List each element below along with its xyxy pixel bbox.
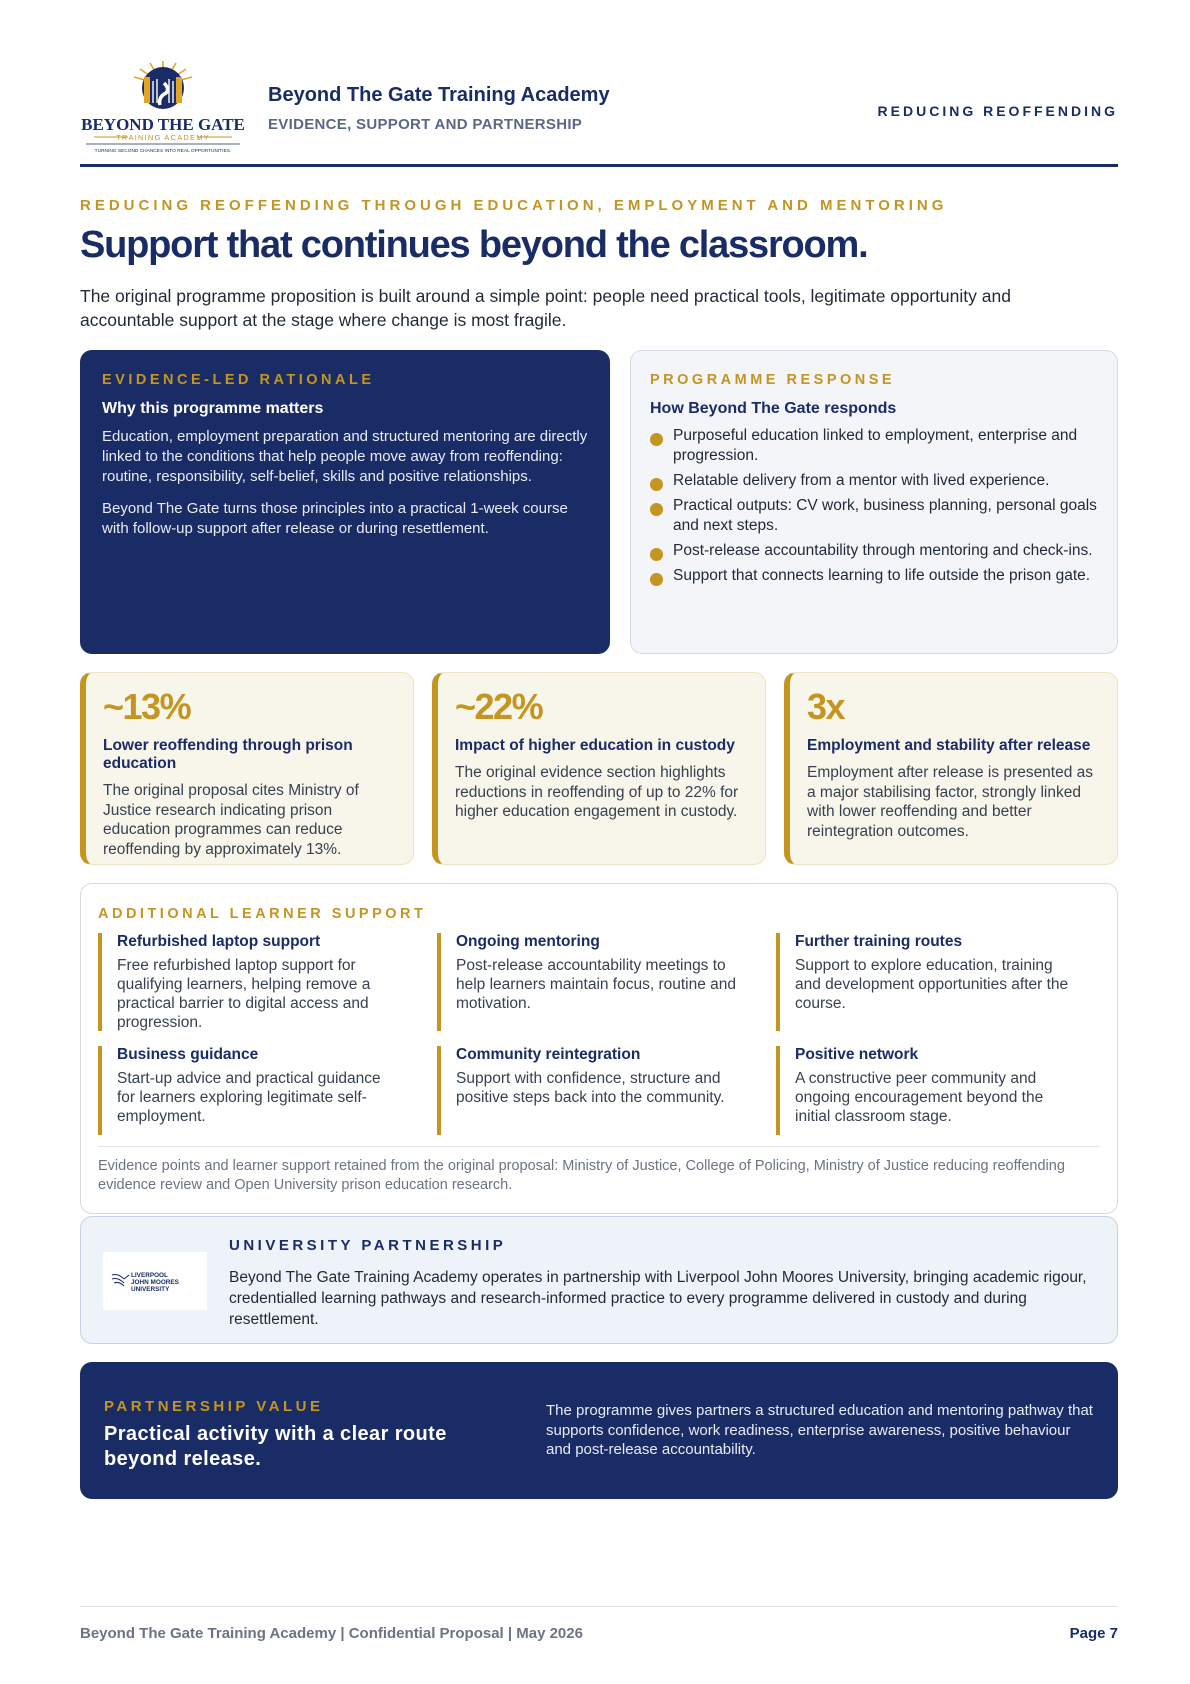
org-tagline: EVIDENCE, SUPPORT AND PARTNERSHIP xyxy=(268,116,583,133)
list-item-text: Relatable delivery from a mentor with lived experience. xyxy=(673,472,1050,489)
support-label: ADDITIONAL LEARNER SUPPORT xyxy=(98,906,427,922)
intro-text: The original programme proposition is built around a simple point: people need practical tools, legitimate opportunity and accountable support at the stage where change is most fragile. xyxy=(80,286,1011,330)
support-item xyxy=(776,1046,1076,1135)
value-label: PARTNERSHIP VALUE xyxy=(104,1398,324,1415)
list-item-text: Practical outputs: CV work, business planning, personal goals and next steps. xyxy=(673,497,1097,534)
stat-text: The original evidence section highlights reductions in reoffending of up to 22% for higher education engagement in custody. xyxy=(455,764,739,820)
response-list xyxy=(650,426,1098,586)
list-item xyxy=(650,566,1098,586)
logo-line: LIVERPOOL xyxy=(131,1272,168,1279)
support-item xyxy=(437,933,737,1031)
footer-text: Beyond The Gate Training Academy | Confidential Proposal | May 2026 xyxy=(80,1625,583,1642)
page-header xyxy=(80,55,1118,167)
stat-value: ~13% xyxy=(103,686,191,727)
stat-value: ~22% xyxy=(455,686,543,727)
stat-value: 3x xyxy=(807,686,845,727)
support-item xyxy=(98,1046,398,1135)
bullet-dot-icon xyxy=(650,478,663,491)
stat-title: Lower reoffending through prison education xyxy=(103,737,353,772)
partnership-label: UNIVERSITY PARTNERSHIP xyxy=(229,1237,507,1254)
logo-name: BEYOND THE GATE xyxy=(81,115,245,134)
list-item xyxy=(650,471,1098,491)
stat-card xyxy=(80,672,414,865)
list-item xyxy=(650,426,1098,466)
academy-logo xyxy=(80,55,246,159)
stat-text: The original proposal cites Ministry of Justice research indicating prison education programmes can reduce reoffending by approximately 13%. xyxy=(103,782,359,858)
rationale-heading: Why this programme matters xyxy=(102,400,324,417)
rationale-paragraph: Beyond The Gate turns those principles into a practical 1-week course with follow-up support after release or during resettlement. xyxy=(102,500,568,537)
response-card xyxy=(630,350,1118,654)
support-item-text: A constructive peer community and ongoing encouragement beyond the initial classroom stage. xyxy=(795,1070,1044,1125)
logo-motto: TURNING SECOND CHANCES INTO REAL OPPORTUNITIES. xyxy=(94,149,232,154)
bullet-dot-icon xyxy=(650,503,663,516)
stat-title: Impact of higher education in custody xyxy=(455,737,735,754)
value-text: The programme gives partners a structured education and mentoring pathway that supports confidence, work readiness, enterprise awareness, positive behaviour and post-release accountability. xyxy=(546,1402,1093,1458)
support-item xyxy=(437,1046,737,1135)
support-item xyxy=(776,933,1076,1031)
rationale-paragraph: Education, employment preparation and structured mentoring are directly linked to the conditions that help people move away from reoffending: routine, responsibility, self-belief, skills and positive relationships. xyxy=(102,428,588,485)
university-partnership-panel xyxy=(80,1216,1118,1344)
additional-support-panel xyxy=(80,883,1118,1214)
support-item-title: Positive network xyxy=(795,1046,919,1063)
logo-line: UNIVERSITY xyxy=(131,1286,170,1293)
support-item-title: Further training routes xyxy=(795,933,963,950)
list-item xyxy=(650,496,1098,536)
support-item-text: Start-up advice and practical guidance for learners exploring legitimate self-employment. xyxy=(117,1070,381,1125)
list-item-text: Support that connects learning to life outside the prison gate. xyxy=(673,567,1091,584)
section-label: REDUCING REOFFENDING xyxy=(877,103,1118,119)
logo-line: JOHN MOORES xyxy=(131,1279,179,1286)
support-item xyxy=(98,933,398,1031)
list-item-text: Purposeful education linked to employment, enterprise and progression. xyxy=(673,427,1078,464)
stat-card xyxy=(784,672,1118,865)
list-item xyxy=(650,541,1098,561)
stat-card xyxy=(432,672,766,865)
stat-title: Employment and stability after release xyxy=(807,737,1091,754)
support-item-text: Free refurbished laptop support for qualifying learners, helping remove a practical barrier to digital access and progression. xyxy=(117,957,371,1031)
rationale-label: EVIDENCE-LED RATIONALE xyxy=(102,372,375,388)
evidence-source-note: Evidence points and learner support retained from the original proposal: Ministry of Justice, College of Policing, Ministry of Justice reducing reoffending evidence review and Open University prison education research. xyxy=(98,1146,1100,1194)
list-item-text: Post-release accountability through mentoring and check-ins. xyxy=(673,542,1093,559)
support-item-title: Business guidance xyxy=(117,1046,259,1063)
rationale-card xyxy=(80,350,610,654)
partnership-value-banner xyxy=(80,1362,1118,1499)
bullet-dot-icon xyxy=(650,433,663,446)
support-item-text: Support to explore education, training and development opportunities after the course. xyxy=(795,957,1069,1012)
page-eyebrow: REDUCING REOFFENDING THROUGH EDUCATION, EMPLOYMENT AND MENTORING xyxy=(80,197,948,214)
proposal-page xyxy=(80,0,1118,1684)
bullet-dot-icon xyxy=(650,548,663,561)
page-title: Support that continues beyond the classroom. xyxy=(80,224,868,266)
value-title: Practical activity with a clear route beyond release. xyxy=(104,1423,447,1470)
support-item-title: Community reintegration xyxy=(456,1046,641,1063)
support-item-title: Refurbished laptop support xyxy=(117,933,321,950)
page-footer xyxy=(80,1606,1118,1656)
response-label: PROGRAMME RESPONSE xyxy=(650,372,896,388)
bullet-dot-icon xyxy=(650,573,663,586)
logo-sub: TRAINING ACADEMY xyxy=(116,133,210,142)
support-item-text: Post-release accountability meetings to help learners maintain focus, routine and motivation. xyxy=(456,957,737,1012)
stat-text: Employment after release is presented as a major stabilising factor, strongly linked with lower reoffending and better reintegration outcomes. xyxy=(807,764,1094,840)
support-item-text: Support with confidence, structure and positive steps back into the community. xyxy=(456,1070,725,1106)
page-number: Page 7 xyxy=(1069,1625,1118,1642)
partnership-text: Beyond The Gate Training Academy operates in partnership with Liverpool John Moores University, bringing academic rigour, credentialled learning pathways and research-informed practice to every programme delivered in custody and during resettlement. xyxy=(229,1269,1087,1328)
response-heading: How Beyond The Gate responds xyxy=(650,400,897,417)
support-item-title: Ongoing mentoring xyxy=(456,933,600,950)
university-logo xyxy=(103,1252,207,1310)
org-name: Beyond The Gate Training Academy xyxy=(268,84,610,106)
